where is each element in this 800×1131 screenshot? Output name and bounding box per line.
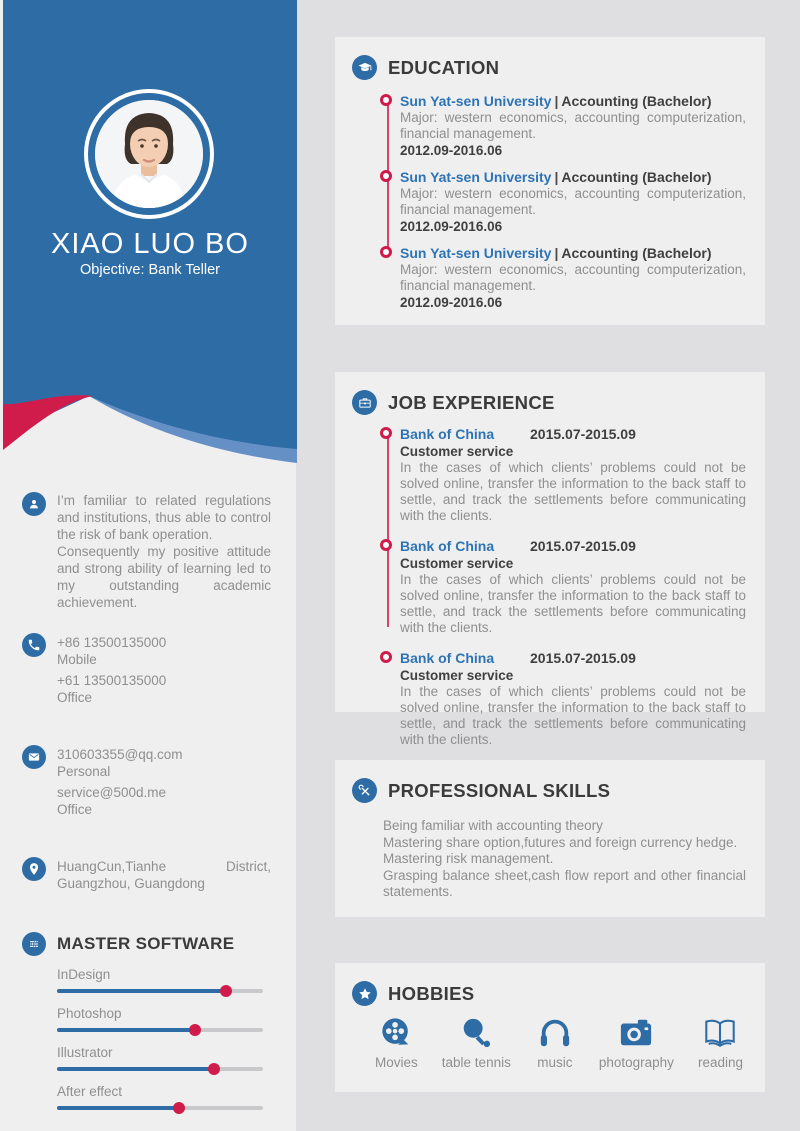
graduation-cap-icon: [352, 55, 377, 80]
slider-fill: [57, 989, 226, 993]
degree: Accounting (Bachelor): [561, 245, 712, 261]
major-text: Major: western economics, accounting computerization, financial management.: [400, 186, 746, 217]
phone-value: +86 13500135000: [57, 635, 167, 650]
person-icon: [22, 492, 46, 516]
sidebar: [0, 0, 296, 1131]
job-role: Customer service: [400, 444, 514, 459]
slider-fill: [57, 1067, 214, 1071]
separator: |: [554, 169, 559, 185]
education-period: 2012.09-2016.06: [400, 143, 503, 158]
job-period: 2015.07-2015.09: [530, 538, 636, 554]
map-pin-icon: [22, 857, 46, 881]
phone-list: [57, 634, 271, 710]
slider-knob[interactable]: [220, 985, 232, 997]
education-period: 2012.09-2016.06: [400, 295, 503, 310]
slider-knob[interactable]: [173, 1102, 185, 1114]
hobby-label: table tennis: [441, 1055, 511, 1070]
separator: |: [554, 245, 559, 261]
job-role: Customer service: [400, 668, 514, 683]
headphones-icon: [535, 1016, 575, 1050]
address-text: HuangCun,Tianhe District, Guangzhou, Guangdong: [57, 859, 271, 891]
skills-card: [335, 760, 765, 917]
skills-list: [383, 818, 746, 901]
timeline-dot-icon: [380, 427, 392, 439]
job-description: In the cases of which clients’ problems could not be solved online, transfer the information to the back staff to settle, and track the settlements before communicating with the clients.: [400, 460, 746, 523]
skill-item: Grasping balance sheet,cash flow report and other financial statements.: [383, 867, 746, 899]
avatar: [95, 100, 203, 208]
school-name: Sun Yat-sen University: [400, 93, 552, 109]
slider-after-effect: [57, 1083, 263, 1110]
skills-header: [352, 778, 610, 803]
experience-entry: [400, 537, 746, 636]
film-reel-icon: [376, 1016, 416, 1050]
section-title: PROFESSIONAL SKILLS: [388, 779, 611, 801]
experience-timeline: [335, 425, 765, 761]
timeline-line: [387, 433, 389, 627]
education-timeline: [335, 92, 765, 320]
slider-fill: [57, 1106, 179, 1110]
timeline-dot-icon: [380, 246, 392, 258]
school-name: Sun Yat-sen University: [400, 169, 552, 185]
skill-item: Being familiar with accounting theory: [383, 818, 603, 833]
slider-track[interactable]: [57, 989, 263, 993]
job-description: In the cases of which clients’ problems could not be solved online, transfer the information to the back staff to settle, and track the settlements before communicating with the clients.: [400, 572, 746, 635]
email-value: 310603355@qq.com: [57, 747, 183, 762]
timeline-dot-icon: [380, 651, 392, 663]
sliders-icon: [22, 932, 46, 956]
slider-label: InDesign: [57, 967, 111, 982]
crossed-tools-icon: [352, 778, 377, 803]
separator: |: [554, 93, 559, 109]
hobby-label: photography: [598, 1055, 674, 1070]
slider-track[interactable]: [57, 1028, 263, 1032]
email-label: Office: [57, 802, 93, 817]
star-icon: [352, 981, 377, 1006]
timeline-dot-icon: [380, 170, 392, 182]
job-role: Customer service: [400, 556, 514, 571]
job-period: 2015.07-2015.09: [530, 650, 636, 666]
education-period: 2012.09-2016.06: [400, 219, 503, 234]
major-text: Major: western economics, accounting computerization, financial management.: [400, 110, 746, 141]
software-section-title: MASTER SOFTWARE: [57, 934, 235, 953]
slider-knob[interactable]: [189, 1024, 201, 1036]
section-title: JOB EXPERIENCE: [388, 391, 555, 413]
hobby-music: [535, 1016, 575, 1070]
slider-label: After effect: [57, 1084, 123, 1099]
school-name: Sun Yat-sen University: [400, 245, 552, 261]
company-name: Bank of China: [400, 426, 495, 442]
education-entry: [400, 244, 746, 311]
section-title: HOBBIES: [388, 982, 475, 1004]
company-name: Bank of China: [400, 650, 495, 666]
experience-card: [335, 372, 765, 747]
hobby-label: music: [537, 1055, 573, 1070]
job-period: 2015.07-2015.09: [530, 426, 636, 442]
hobby-reading: [698, 1016, 743, 1070]
phone-icon: [22, 633, 46, 657]
about-line1: I’m familiar to related regulations and institutions, thus able to control the risk of bank operation.: [57, 493, 271, 542]
hobbies-card: [335, 963, 765, 1092]
section-title: EDUCATION: [388, 56, 500, 78]
education-card: [335, 37, 765, 325]
slider-fill: [57, 1028, 195, 1032]
education-header: [352, 55, 499, 80]
hobby-label: Movies: [375, 1055, 418, 1070]
experience-header: [352, 390, 555, 415]
slider-knob[interactable]: [208, 1063, 220, 1075]
slider-photoshop: [57, 1005, 263, 1032]
slider-track[interactable]: [57, 1067, 263, 1071]
email-list: [57, 746, 271, 822]
profile-objective: Objective: Bank Teller: [80, 262, 220, 278]
slider-label: Photoshop: [57, 1006, 122, 1021]
envelope-icon: [22, 745, 46, 769]
degree: Accounting (Bachelor): [561, 169, 712, 185]
camera-icon: [616, 1016, 656, 1050]
hobbies-row: [375, 1016, 743, 1070]
slider-label: Illustrator: [57, 1045, 113, 1060]
major-text: Major: western economics, accounting computerization, financial management.: [400, 262, 746, 293]
slider-track[interactable]: [57, 1106, 263, 1110]
slider-indesign: [57, 966, 263, 993]
skill-item: Mastering risk management.: [383, 851, 554, 866]
book-icon: [700, 1016, 740, 1050]
job-description: In the cases of which clients’ problems could not be solved online, transfer the information to the back staff to settle, and track the settlements before communicating with the clients.: [400, 684, 746, 747]
table-tennis-icon: [456, 1016, 496, 1050]
hobby-label: reading: [697, 1055, 743, 1070]
hobby-photography: [599, 1016, 674, 1070]
education-entry: [400, 168, 746, 235]
company-name: Bank of China: [400, 538, 495, 554]
education-entry: [400, 92, 746, 159]
hobby-table-tennis: [442, 1016, 511, 1070]
about-text: [57, 492, 271, 611]
phone-label: Office: [57, 690, 93, 705]
email-value: service@500d.me: [57, 785, 167, 800]
slider-illustrator: [57, 1044, 263, 1071]
software-sliders: [57, 966, 263, 1122]
experience-entry: [400, 649, 746, 748]
email-label: Personal: [57, 764, 111, 779]
profile-name: XIAO LUO BO: [51, 228, 249, 260]
degree: Accounting (Bachelor): [561, 93, 712, 109]
timeline-dot-icon: [380, 539, 392, 551]
hobbies-header: [352, 981, 474, 1006]
phone-value: +61 13500135000: [57, 673, 167, 688]
phone-label: Mobile: [57, 652, 97, 667]
skill-item: Mastering share option,futures and foreign currency hedge.: [383, 834, 738, 850]
profile-panel: [3, 0, 297, 470]
briefcase-icon: [352, 390, 377, 415]
experience-entry: [400, 425, 746, 524]
about-line2: Consequently my positive attitude and strong ability of learning led to my outstanding academic achievement.: [57, 544, 271, 610]
portrait-photo-icon: [95, 100, 203, 208]
hobby-movies: [375, 1016, 418, 1070]
timeline-dot-icon: [380, 94, 392, 106]
